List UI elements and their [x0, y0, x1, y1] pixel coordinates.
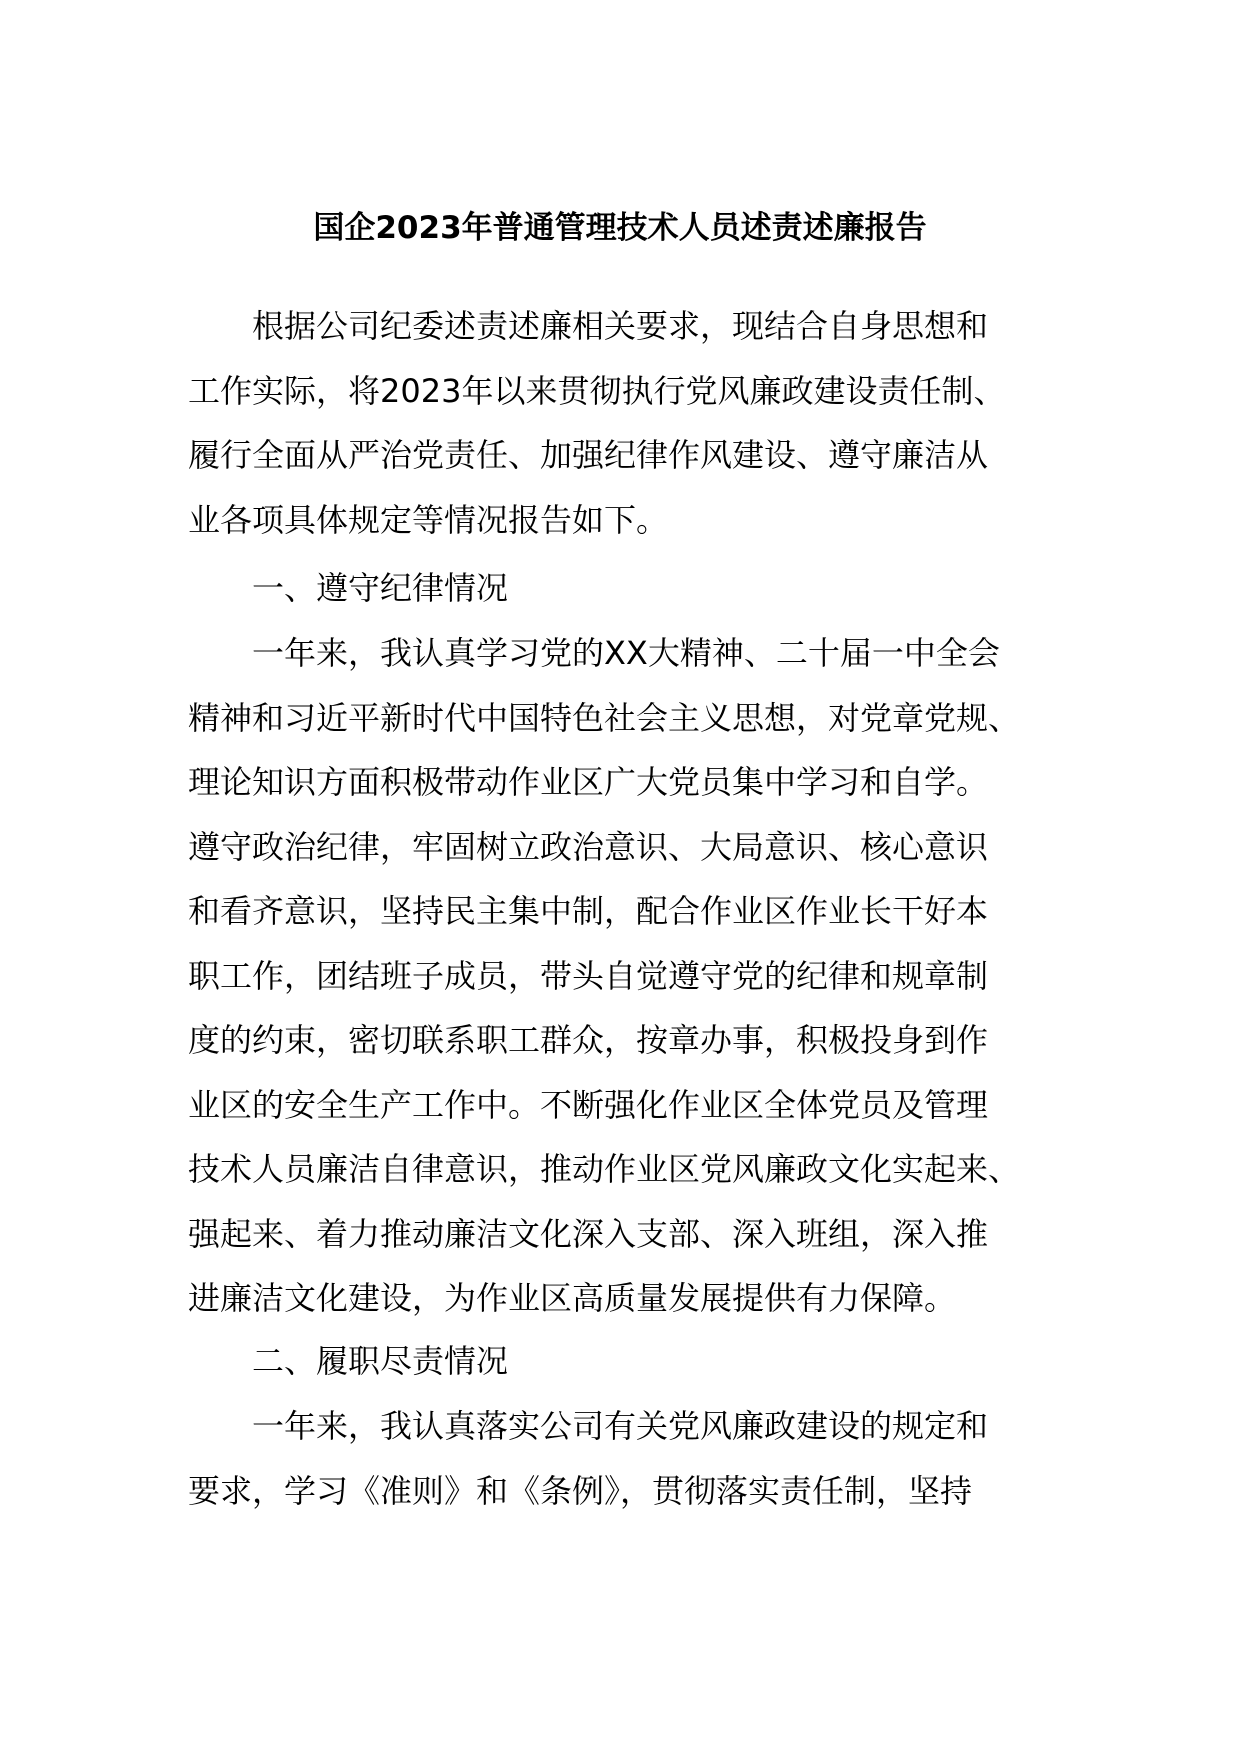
section-heading-discipline: 一、遵守纪律情况 — [188, 569, 509, 607]
intro-paragraph: 根据公司纪委述责述廉相关要求，现结合自身思想和 工作实际，将2023年以来贯彻执行党风廉政建设责任制、 履行全面从严治党责任、加强纪律作风建设、遵守廉洁从 业各项具体规定等情况报告如下。 — [188, 307, 1006, 539]
document-title: 国企2023年普通管理技术人员述责述廉报告 — [313, 210, 927, 246]
section-body-duties: 一年来，我认真落实公司有关党风廉政建设的规定和 要求，学习《准则》和《条例》，贯彻落实责任制，坚持 — [188, 1407, 989, 1510]
section-body-discipline: 一年来，我认真学习党的XX大精神、二十届一中全会 精神和习近平新时代中国特色社会主义思想，对党章党规、 理论知识方面积极带动作业区广大党员集中学习和自学。 遵守政治纪律，牢固树立政治意识、大局意识、核心意识 和看齐意识，坚持民主集中制，配合作业区作业长干好本 职工作，团结班子成员，带头自觉遵守党的纪律和规章制 度的约束，密切联系职工群众，按章办事，积极投身到作 业区的安全生产工作中。不断强化作业区全体党员及管理 技术人员廉洁自律意识，推动作业区党风廉政文化实起来、 强起来、着力推动廉洁文化深入支部、深入班组，深入推 进廉洁文化建设，为作业区高质量发展提供有力保障。 — [188, 634, 1021, 1317]
section-heading-duties: 二、履职尽责情况 — [188, 1342, 509, 1380]
